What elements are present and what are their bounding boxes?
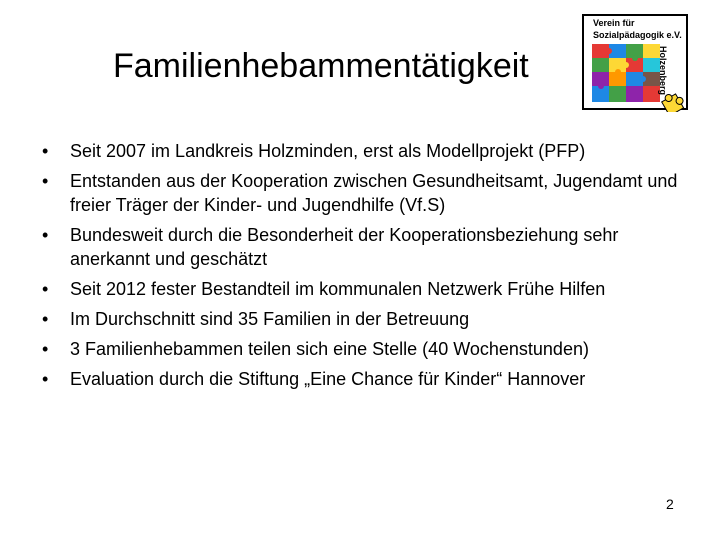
list-item bbox=[42, 337, 702, 361]
bullet-dot: • bbox=[42, 369, 49, 389]
logo-side-text: Holzenberg bbox=[658, 46, 668, 96]
bullet-list bbox=[42, 139, 702, 397]
list-item bbox=[42, 139, 702, 163]
list-item bbox=[42, 307, 702, 331]
bullet-text: Entstanden aus der Kooperation zwischen Gesundheitsamt, Jugendamt und freier Träger der Kinder- und Jugendhilfe (Vf.S) bbox=[70, 171, 678, 215]
bullet-text: Evaluation durch die Stiftung „Eine Chance für Kinder“ Hannover bbox=[70, 369, 586, 389]
slide-title: Familienhebammentätigkeit bbox=[113, 47, 529, 85]
bullet-dot: • bbox=[42, 309, 49, 329]
bullet-dot: • bbox=[42, 141, 49, 161]
list-item bbox=[42, 169, 702, 217]
bullet-text: Seit 2007 im Landkreis Holzminden, erst als Modellprojekt (PFP) bbox=[70, 141, 586, 161]
bullet-text: Bundesweit durch die Besonderheit der Kooperationsbeziehung sehr anerkannt und geschätzt bbox=[70, 225, 619, 269]
bullet-dot: • bbox=[42, 171, 49, 191]
list-item bbox=[42, 367, 702, 391]
list-item bbox=[42, 277, 702, 301]
bullet-dot: • bbox=[42, 279, 49, 299]
organization-logo bbox=[580, 12, 692, 112]
logo-text-line2: Sozialpädagogik e.V. bbox=[593, 30, 682, 40]
bullet-dot: • bbox=[42, 339, 49, 359]
logo-text-line1: Verein für bbox=[593, 18, 635, 28]
bullet-text: Im Durchschnitt sind 35 Familien in der Betreuung bbox=[70, 309, 470, 329]
bullet-text: 3 Familienhebammen teilen sich eine Stelle (40 Wochenstunden) bbox=[70, 339, 589, 359]
page-number: 2 bbox=[666, 496, 674, 512]
list-item bbox=[42, 223, 702, 271]
bullet-dot: • bbox=[42, 225, 49, 245]
bullet-text: Seit 2012 fester Bestandteil im kommunalen Netzwerk Frühe Hilfen bbox=[70, 279, 606, 299]
